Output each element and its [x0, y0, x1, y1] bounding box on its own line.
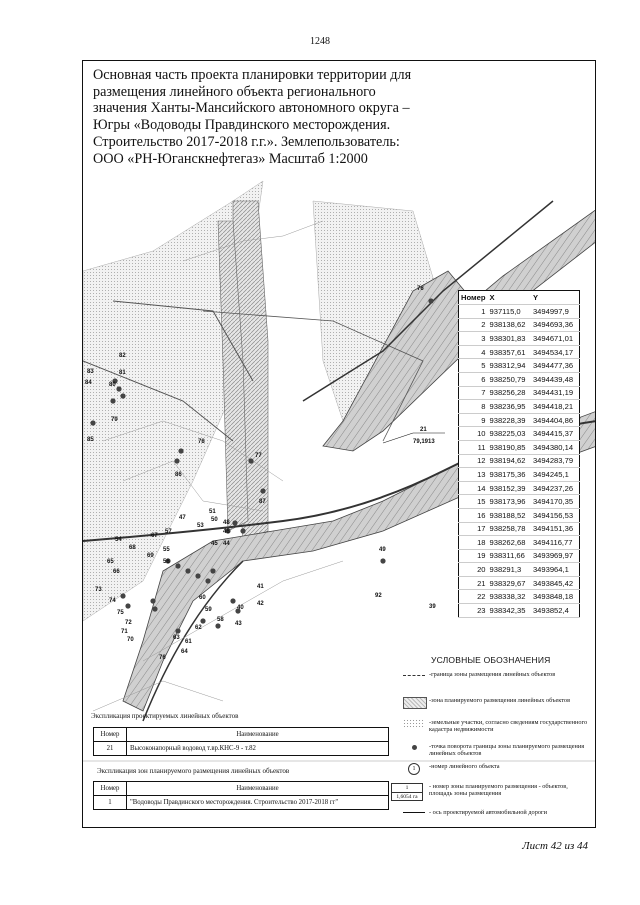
- point-label: 45: [211, 541, 218, 547]
- point-label: 63: [173, 635, 180, 641]
- table-cell: 2: [481, 320, 486, 330]
- table-cell: 3494237,26: [532, 483, 574, 493]
- table-cell: 938152,39: [489, 483, 526, 493]
- point-label: 65: [107, 559, 114, 565]
- road-axis-symbol: [403, 809, 425, 813]
- table-cell: 938262,68: [489, 537, 526, 547]
- legend-title: УСЛОВНЫЕ ОБОЗНАЧЕНИЯ: [431, 655, 551, 665]
- legend-label: -зона планируемого размещения линейных объектов: [429, 697, 571, 704]
- table-cell: 3494671,01: [532, 333, 574, 343]
- table-cell: 937115,0: [489, 306, 521, 316]
- point-label: 59: [205, 607, 212, 613]
- table-cell: 1: [94, 796, 127, 810]
- legend-label: - номер зоны планируемого размещения - объектов, площадь зоны размещения: [429, 783, 568, 797]
- table-cell: 3493969,97: [532, 551, 574, 561]
- table-cell: 8: [481, 401, 486, 411]
- column-header: Номер: [94, 728, 127, 742]
- table-cell: 3493848,18: [532, 592, 574, 602]
- table-cell: 938312,94: [489, 361, 526, 371]
- table-cell: 938188,52: [489, 510, 526, 520]
- point-label: 76: [159, 655, 166, 661]
- table-cell: 938301,83: [489, 333, 526, 343]
- point-label: 77: [255, 453, 262, 459]
- explication-zones-table: [93, 781, 389, 810]
- column-header: Y: [532, 293, 539, 302]
- table-row: [459, 590, 580, 604]
- legend-label: -земельные участки, согласно сведениям государственного кадастра недвижимости: [429, 719, 588, 733]
- point-label: 61: [185, 639, 192, 645]
- point-label: 42: [257, 601, 264, 607]
- point-label: 70: [127, 637, 134, 643]
- column-header: Номер: [94, 782, 127, 796]
- table-cell: 22: [477, 592, 486, 602]
- table-cell: 21: [94, 742, 127, 756]
- point-label: 85: [87, 437, 94, 443]
- page-number: 1248: [310, 36, 330, 47]
- table-cell: 13: [477, 469, 486, 479]
- table-row: [459, 318, 580, 332]
- table-row: [459, 440, 580, 454]
- table-cell: 938256,28: [489, 388, 526, 398]
- table-cell: 938329,67: [489, 578, 526, 588]
- table-cell: 3494534,17: [532, 347, 574, 357]
- table-row: [459, 386, 580, 400]
- table-cell: 3: [481, 333, 486, 343]
- table-cell: 938175,36: [489, 469, 526, 479]
- point-label: 64: [181, 649, 188, 655]
- table-cell: 3494418,21: [532, 401, 574, 411]
- column-header: Наименование: [127, 728, 389, 742]
- legend-label: - ось проектируемой автомобильной дороги: [429, 809, 547, 816]
- table-row: [459, 536, 580, 550]
- table-cell: 938357,61: [489, 347, 526, 357]
- callout-number: 21: [420, 427, 427, 433]
- table-cell: 4: [481, 347, 486, 357]
- table-cell: 3494477,36: [532, 361, 574, 371]
- point-label: 58: [217, 617, 224, 623]
- point-label: 75: [117, 610, 124, 616]
- point-label: 47: [179, 515, 186, 521]
- table-row: [459, 372, 580, 386]
- explication-objects-table: [93, 727, 389, 756]
- table-cell: 6: [481, 374, 486, 384]
- table-row: [459, 359, 580, 373]
- table-cell: 14: [477, 483, 486, 493]
- point-label: 46: [223, 529, 230, 535]
- table-cell: 3494116,77: [532, 537, 573, 547]
- table-row: [459, 495, 580, 509]
- point-label: 49: [379, 547, 386, 553]
- point-label: 68: [129, 545, 136, 551]
- table-row: [459, 332, 580, 346]
- point-label: 79: [111, 417, 118, 423]
- table-cell: 21: [477, 578, 486, 588]
- table-row: [459, 400, 580, 414]
- table-cell: 12: [477, 456, 486, 466]
- table-cell: 938258,78: [489, 524, 526, 534]
- table-row: [459, 563, 580, 577]
- table-cell: 938190,85: [489, 442, 526, 452]
- point-label: 57: [165, 529, 172, 535]
- table-cell: 3494170,35: [532, 497, 574, 507]
- point-label: 44: [223, 541, 230, 547]
- table-cell: 938138,62: [489, 320, 526, 330]
- table-row: [94, 742, 389, 756]
- point-label: 43: [235, 621, 242, 627]
- legend-label: -номер линейного объекта: [429, 763, 500, 770]
- point-label: 60: [199, 595, 206, 601]
- table-row: [459, 508, 580, 522]
- callout-value: 79,1913: [413, 439, 435, 445]
- table-cell: 938225,03: [489, 429, 526, 439]
- sheet-number: Лист 42 из 44: [522, 840, 588, 852]
- table-row: [459, 549, 580, 563]
- table-cell: 3494156,53: [532, 510, 574, 520]
- point-label: 41: [257, 584, 264, 590]
- page-title: Основная часть проекта планировки территории для размещения линейного объекта регионального значения Ханты-Мансийского автономного округа – Югры «Водоводы Правдинского месторождения. Строительство 2017-2018 г.г.». Землепользователь: ООО «РН-Юганскнефтегаз» Масштаб 1:2000: [93, 67, 423, 167]
- table-row: [459, 604, 580, 618]
- table-cell: 3494431,19: [532, 388, 574, 398]
- table-row: [94, 796, 389, 810]
- point-label: 39: [429, 604, 436, 610]
- parcel-symbol: [403, 719, 425, 729]
- explication-objects-title: Экспликация проектируемых линейных объектов: [91, 712, 239, 720]
- table-row: [459, 468, 580, 482]
- table-cell: 3494151,36: [532, 524, 574, 534]
- table-row: [459, 305, 580, 319]
- table-cell: 3494693,36: [532, 320, 574, 330]
- table-row: [459, 481, 580, 495]
- table-cell: 7: [481, 388, 486, 398]
- table-cell: 11: [477, 442, 486, 452]
- turn-point-symbol: [403, 743, 425, 753]
- point-label: 82: [119, 353, 126, 359]
- table-header-row: [459, 291, 580, 305]
- table-row: [459, 345, 580, 359]
- point-label: 66: [113, 569, 120, 575]
- point-label: 83: [87, 369, 94, 375]
- table-cell: 3494404,86: [532, 415, 574, 425]
- table-row: [459, 522, 580, 536]
- table-cell: 3494283,79: [532, 456, 574, 466]
- table-cell: 938250,79: [489, 374, 526, 384]
- point-label: 84: [85, 380, 92, 386]
- column-header: X: [489, 293, 495, 302]
- point-label: 76: [417, 286, 424, 292]
- table-cell: 3494997,9: [532, 306, 569, 316]
- table-row: [459, 454, 580, 468]
- table-cell: 9: [481, 415, 486, 425]
- map-sheet-frame: [82, 60, 596, 828]
- table-cell: 938342,35: [489, 605, 526, 615]
- table-cell: 15: [477, 497, 486, 507]
- legend-label: -граница зоны размещения линейных объектов: [429, 671, 556, 678]
- explication-zones-title: Экспликация зон планируемого размещения линейных объектов: [97, 767, 290, 775]
- table-cell: 938194,62: [489, 456, 526, 466]
- point-label: 74: [109, 598, 116, 604]
- point-label: 50: [211, 517, 218, 523]
- table-cell: 3493845,42: [532, 578, 574, 588]
- point-label: 56: [163, 559, 170, 565]
- point-label: 53: [197, 523, 204, 529]
- point-label: 62: [195, 625, 202, 631]
- legend-label: -точка поворота границы зоны планируемого размещения линейных объектов: [429, 743, 585, 757]
- point-label: 72: [125, 620, 132, 626]
- table-cell: 19: [477, 551, 486, 561]
- table-cell: 3494415,37: [532, 429, 574, 439]
- point-label: 73: [95, 587, 102, 593]
- column-header: Номер: [461, 293, 486, 302]
- point-label: 55: [163, 547, 170, 553]
- coordinates-body: [459, 305, 580, 618]
- table-cell: Высоконапорный водовод т.вр.КНС-9 - т.82: [127, 742, 389, 756]
- table-row: [459, 427, 580, 441]
- point-label: 51: [209, 509, 216, 515]
- table-cell: 23: [477, 605, 486, 615]
- point-label: 71: [121, 629, 128, 635]
- point-label: 81: [119, 370, 126, 376]
- point-label: 80: [109, 382, 116, 388]
- table-cell: 938228,39: [489, 415, 526, 425]
- table-cell: 3494380,14: [532, 442, 574, 452]
- table-cell: 16: [477, 510, 486, 520]
- table-cell: 3494245,1: [532, 469, 569, 479]
- object-number-symbol: 1: [403, 763, 425, 773]
- point-label: 92: [375, 593, 382, 599]
- coordinates-table: [458, 290, 580, 618]
- table-cell: 938311,66: [489, 551, 525, 561]
- zone-symbol: [403, 697, 427, 709]
- point-label: 78: [198, 439, 205, 445]
- table-cell: 18: [477, 537, 486, 547]
- table-row: [459, 413, 580, 427]
- table-cell: "Водоводы Правдинского месторождения. Строительство 2017-2018 гг": [127, 796, 389, 810]
- column-header: Наименование: [127, 782, 389, 796]
- table-cell: 5: [481, 361, 486, 371]
- point-label: 86: [175, 472, 182, 478]
- table-row: [459, 576, 580, 590]
- table-cell: 938291,3: [489, 565, 522, 575]
- table-cell: 938338,32: [489, 592, 526, 602]
- point-label: 69: [147, 553, 154, 559]
- table-cell: 1: [481, 306, 486, 316]
- table-cell: 10: [477, 429, 486, 439]
- point-label: 54: [115, 537, 122, 543]
- zone-area-symbol: 1 1,6054 га: [391, 783, 423, 801]
- table-cell: 3494439,48: [532, 374, 574, 384]
- point-label: 67: [151, 533, 158, 539]
- table-cell: 20: [477, 565, 486, 575]
- point-label: 40: [237, 605, 244, 611]
- table-cell: 3493964,1: [532, 565, 569, 575]
- point-label: 87: [259, 499, 266, 505]
- table-cell: 3493852,4: [532, 605, 569, 615]
- table-cell: 17: [477, 524, 486, 534]
- boundary-symbol: [403, 671, 425, 676]
- table-cell: 938173,96: [489, 497, 526, 507]
- table-cell: 938236,95: [489, 401, 526, 411]
- point-label: 48: [223, 520, 230, 526]
